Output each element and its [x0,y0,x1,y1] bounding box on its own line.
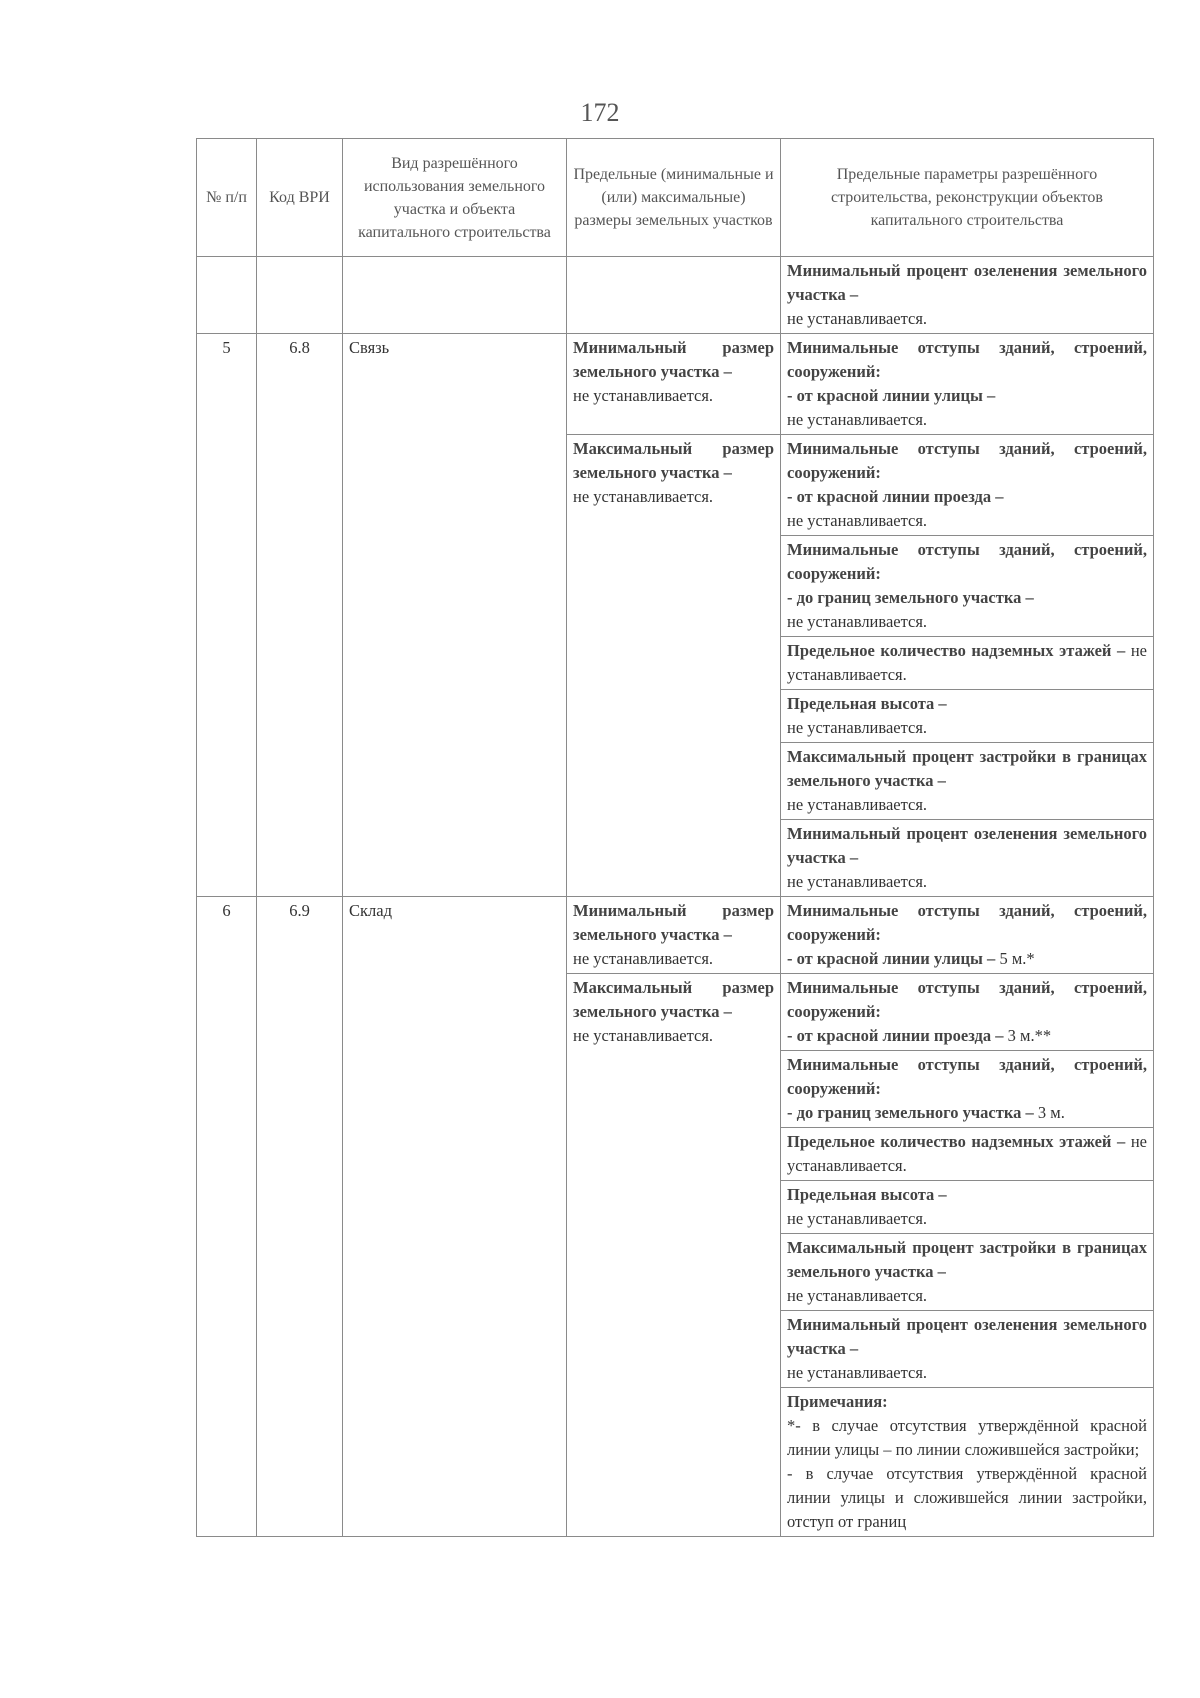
param-value: не устанавливается. [787,641,1147,684]
param-value: не устанавливается. [787,1363,928,1382]
header-sizes: Предельные (минимальные и (или) максимальные) размеры земельных участков [567,139,781,257]
row-num: 5 [197,334,257,897]
param-value: не устанавливается. [787,309,928,328]
param-cell [781,743,1154,820]
param-bold: Минимальный процент озеленения земельного участка – [787,824,1147,867]
param-value: не устанавливается. [787,511,928,530]
param-bold: Максимальный процент застройки в границах земельного участка – [787,747,1147,790]
row-code: 6.8 [257,334,343,897]
cont-code [257,257,343,334]
param-cell [781,1051,1154,1128]
param-value: не устанавливается. [787,1209,928,1228]
param-cell [781,1128,1154,1181]
param-cell [781,690,1154,743]
param-value: не устанавливается. [787,612,928,631]
param-cell [781,1234,1154,1311]
param-cell [781,1311,1154,1388]
param-line: - от красной линии улицы – [787,949,996,968]
notes-cell [781,1388,1154,1537]
param-bold: Минимальный процент озеленения земельного участка – [787,1315,1147,1358]
table-row [197,897,1154,974]
min-size-cell [567,334,781,435]
param-cell [781,536,1154,637]
param-value: 3 м.** [1007,1026,1052,1045]
min-size-bold: Минимальный размер земельного участка – [573,901,774,944]
max-size-value: не устанавливается. [573,487,714,506]
param-cell [781,897,1154,974]
notes-title: Примечания: [787,1392,888,1411]
param-value: не устанавливается. [787,718,928,737]
param-line: - до границ земельного участка – [787,588,1034,607]
header-num: № п/п [197,139,257,257]
param-bold: Минимальные отступы зданий, строений, сооружений: [787,901,1147,944]
header-code: Код ВРИ [257,139,343,257]
param-value: 5 м.* [999,949,1035,968]
row-num: 6 [197,897,257,1537]
table-row [197,334,1154,435]
param-bold: Минимальные отступы зданий, строений, сооружений: [787,439,1147,482]
regulations-table [196,138,1154,1537]
param-value: не устанавливается. [787,795,928,814]
param-bold: Максимальный процент застройки в границах земельного участка – [787,1238,1147,1281]
param-bold: Минимальные отступы зданий, строений, сооружений: [787,338,1147,381]
param-bold: Минимальные отступы зданий, строений, сооружений: [787,978,1147,1021]
max-size-bold: Максимальный размер земельного участка – [573,978,774,1021]
min-size-cell [567,897,781,974]
param-value: не устанавливается. [787,1132,1147,1175]
param-bold: Минимальные отступы зданий, строений, сооружений: [787,540,1147,583]
min-size-value: не устанавливается. [573,386,714,405]
param-value: не устанавливается. [787,1286,928,1305]
row-code: 6.9 [257,897,343,1537]
param-cell [781,435,1154,536]
param-bold: Предельное количество надземных этажей – [787,641,1126,660]
param-line: - до границ земельного участка – [787,1103,1034,1122]
param-bold: Предельное количество надземных этажей – [787,1132,1126,1151]
min-size-bold: Минимальный размер земельного участка – [573,338,774,381]
header-use: Вид разрешённого использования земельного участка и объекта капитального строительства [343,139,567,257]
cont-param [781,257,1154,334]
cont-use [343,257,567,334]
param-line: - от красной линии улицы – [787,386,996,405]
notes-text-2: - в случае отсутствия утверждённой красной линии улицы и сложившейся линии застройки, отступ от границ [787,1464,1147,1531]
param-cell [781,820,1154,897]
param-value: 3 м. [1037,1103,1065,1122]
max-size-cell [567,974,781,1537]
notes-text-1: *- в случае отсутствия утверждённой красной линии улицы – по линии сложившейся застройки; [787,1416,1147,1459]
param-cell [781,637,1154,690]
page-number: 172 [580,98,620,127]
param-bold: Минимальный процент озеленения земельного участка – [787,261,1147,304]
param-line: - от красной линии проезда – [787,1026,1004,1045]
cont-sizes [567,257,781,334]
header-params: Предельные параметры разрешённого строительства, реконструкции объектов капитального строительства [781,139,1154,257]
param-cell [781,1181,1154,1234]
param-value: не устанавливается. [787,410,928,429]
max-size-bold: Максимальный размер земельного участка – [573,439,774,482]
max-size-value: не устанавливается. [573,1026,714,1045]
row-use: Связь [343,334,567,897]
param-bold: Предельная высота – [787,694,947,713]
param-bold: Минимальные отступы зданий, строений, сооружений: [787,1055,1147,1098]
row-use: Склад [343,897,567,1537]
header-row [197,139,1154,257]
param-cell [781,334,1154,435]
continuation-row [197,257,1154,334]
cont-num [197,257,257,334]
min-size-value: не устанавливается. [573,949,714,968]
param-bold: Предельная высота – [787,1185,947,1204]
param-line: - от красной линии проезда – [787,487,1004,506]
max-size-cell [567,435,781,897]
param-value: не устанавливается. [787,872,928,891]
param-cell [781,974,1154,1051]
